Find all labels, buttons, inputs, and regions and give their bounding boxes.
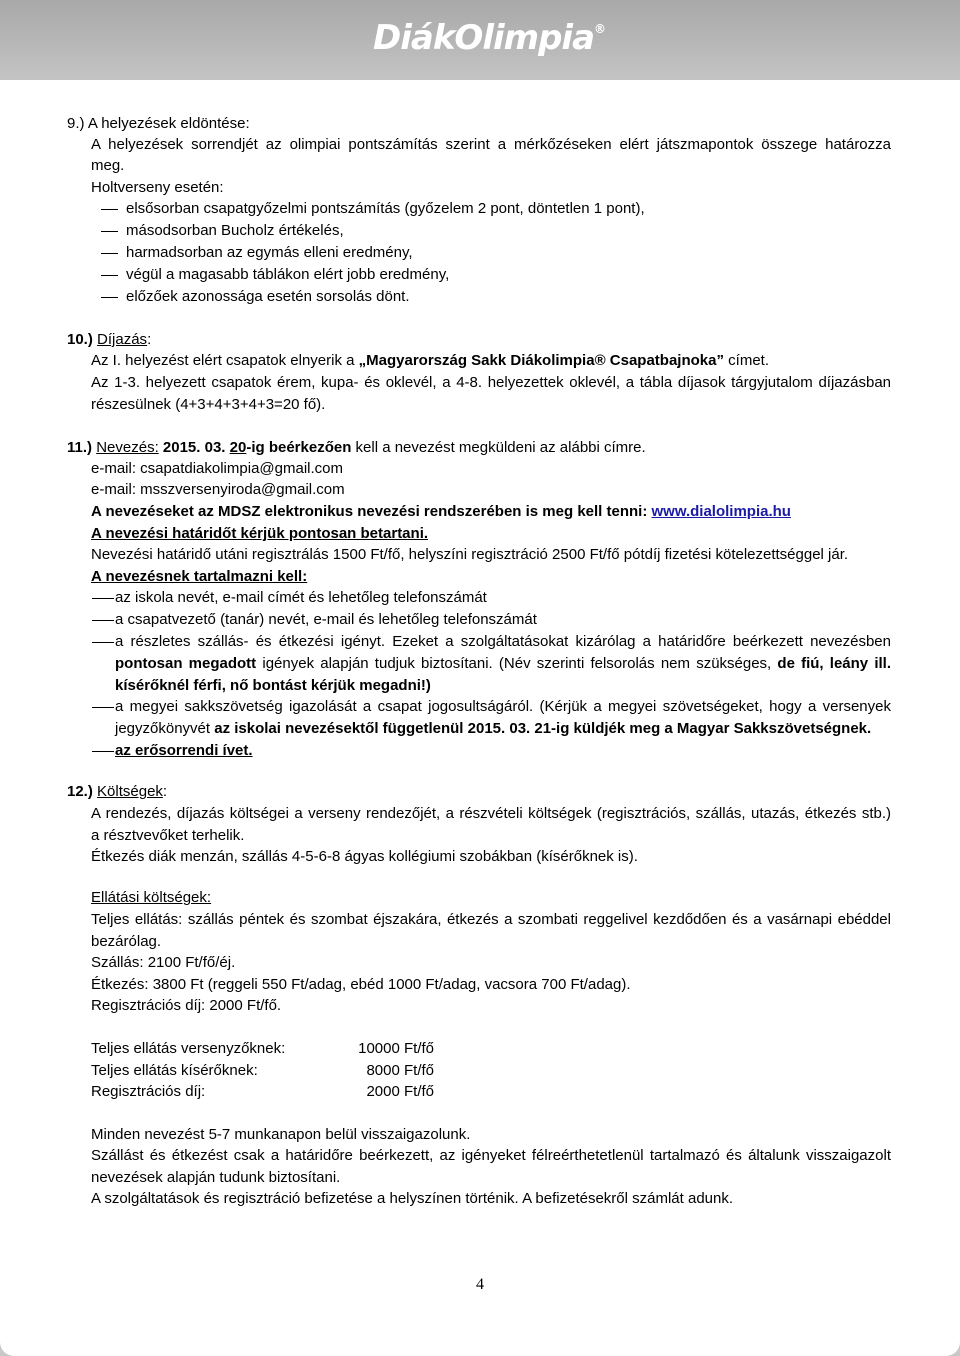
full-board-line-1: Teljes ellátás: szállás péntek és szombat éjszakára, étkezés a szombati reggelivel kezdődően és a vasárnapi ebéddel (91, 911, 891, 928)
payment-note: A szolgáltatások és regisztráció befizetése a helyszínen történik. A befizetésekről számlát adunk. (91, 1190, 734, 1207)
award-line-3: részesülnek (4+3+4+3+4+3=20 fő). (91, 396, 326, 413)
dash-bullet-icon (101, 231, 118, 232)
mdsz-registration: A nevezéseket az MDSZ elektronikus nevezési rendszerében is meg kell tenni: www.dialolimpia.hu (91, 503, 791, 520)
email-1: e-mail: csapatdiakolimpia@gmail.com (91, 460, 343, 477)
requirement-4-line-2: jegyzőkönyvét az iskolai nevezésektől függetlenül 2015. 03. 21-ig küldjék meg a Magyar Sakkszövetségnek. (115, 720, 872, 737)
diakolimpia-logo: DiákOlimpia® (373, 18, 606, 58)
tie-rule-5: előzőek azonossága esetén sorsolás dönt. (126, 288, 410, 305)
table-row-value: 10000 Ft/fő (358, 1040, 434, 1057)
dash-bullet-icon (92, 642, 114, 643)
dialolimpia-link[interactable]: www.dialolimpia.hu (651, 503, 791, 520)
award-line-2: Az 1-3. helyezett csapatok érem, kupa- és oklevél, a 4-8. helyezettek oklevél, a tábla díjasok tárgyjutalom díjazásban (91, 374, 891, 391)
requirement-4-line-1: a megyei sakkszövetség igazolását a csapat jogosultságáról. (Kérjük a megyei szövetségeket, hogy a versenyek (115, 698, 891, 715)
table-row-value: 8000 Ft/fő (366, 1062, 434, 1079)
dash-bullet-icon (101, 275, 118, 276)
costs-line-3: Étkezés diák menzán, szállás 4-5-6-8 ágyas kollégiumi szobákban (kísérőknek is). (91, 848, 638, 865)
dash-bullet-icon (92, 598, 114, 599)
table-row-label: Teljes ellátás kísérőknek: (91, 1062, 258, 1079)
registration-fee: Regisztrációs díj: 2000 Ft/fő. (91, 997, 282, 1014)
requirement-1: az iskola nevét, e-mail címét és lehetőleg telefonszámát (115, 589, 487, 606)
requirement-5: az erősorrendi ívet. (115, 742, 253, 759)
dash-bullet-icon (92, 751, 114, 752)
requirement-3-line-3: kísérőknél férfi, nő bontást kérjük megadni!) (115, 677, 431, 694)
table-row-label: Teljes ellátás versenyzőknek: (91, 1040, 286, 1057)
booking-note-line-1: Szállást és étkezést csak a határidőre beérkezett, az igényeket félreérthetetlenül tartalmazó és általunk visszaigazolt (91, 1147, 891, 1164)
section-10-title: 10.) Díjazás: (67, 331, 152, 348)
dash-bullet-icon (92, 707, 114, 708)
full-board-line-2: bezárólag. (91, 933, 162, 950)
costs-line-1: A rendezés, díjazás költségei a verseny rendezőjét, a részvételi költségek (regisztrációs, szállás, utazás, étkezés stb.) (91, 805, 891, 822)
tie-rule-3: harmadsorban az egymás elleni eredmény, (126, 244, 413, 261)
table-row-label: Regisztrációs díj: (91, 1083, 206, 1100)
entry-requirements-heading: A nevezésnek tartalmazni kell: (91, 568, 308, 585)
accommodation-cost: Szállás: 2100 Ft/fő/éj. (91, 954, 236, 971)
meal-cost: Étkezés: 3800 Ft (reggeli 550 Ft/adag, ebéd 1000 Ft/adag, vacsora 700 Ft/adag). (91, 976, 631, 993)
requirement-3-line-2: pontosan megadott igények alapján tudjuk biztosítani. (Név szerinti felsorolás nem szükséges, de fiú, leány ill. (115, 655, 891, 672)
booking-note-line-2: nevezések alapján tudunk biztosítani. (91, 1169, 341, 1186)
costs-line-2: a résztvevőket terhelik. (91, 827, 245, 844)
tie-heading: Holtverseny esetén: (91, 179, 224, 196)
section-9-title: 9.) A helyezések eldöntése: (67, 115, 250, 132)
dash-bullet-icon (101, 253, 118, 254)
dash-bullet-icon (101, 297, 118, 298)
section-12-title: 12.) Költségek: (67, 783, 168, 800)
late-fee-notice: Nevezési határidő utáni regisztrálás 1500 Ft/fő, helyszíni regisztráció 2500 Ft/fő pótdíj fizetési kötelezettséggel jár. (91, 546, 849, 563)
tie-rule-4: végül a magasabb táblákon elért jobb eredmény, (126, 266, 450, 283)
header-band (0, 0, 960, 80)
document-page (0, 80, 960, 1356)
email-2: e-mail: msszversenyiroda@gmail.com (91, 481, 345, 498)
tie-rule-1: elsősorban csapatgyőzelmi pontszámítás (győzelem 2 pont, döntetlen 1 pont), (126, 200, 645, 217)
confirmation-note: Minden nevezést 5-7 munkanapon belül visszaigazolunk. (91, 1126, 471, 1143)
deadline-notice: A nevezési határidőt kérjük pontosan betartani. (91, 525, 429, 542)
dash-bullet-icon (101, 209, 118, 210)
table-row-value: 2000 Ft/fő (366, 1083, 434, 1100)
section-9-paragraph-line-1: A helyezések sorrendjét az olimpiai pontszámítás szerint a mérkőzéseken elért játszmapontok összege határozza (91, 136, 891, 153)
page-number: 4 (476, 1276, 484, 1293)
requirement-3-line-1: a részletes szállás- és étkezési igényt. Ezeket a szolgáltatásokat kizárólag a határidőre beérkezett nevezésben (115, 633, 891, 650)
section-9-paragraph-line-2: meg. (91, 157, 125, 174)
dash-bullet-icon (92, 620, 114, 621)
requirement-2: a csapatvezető (tanár) nevét, e-mail és lehetőleg telefonszámát (115, 611, 537, 628)
section-11-title: 11.) Nevezés: 2015. 03. 20-ig beérkezően kell a nevezést megküldeni az alábbi címre. (67, 439, 646, 456)
tie-rule-2: másodsorban Bucholz értékelés, (126, 222, 344, 239)
supply-costs-heading: Ellátási költségek: (91, 889, 212, 906)
award-line-1: Az I. helyezést elért csapatok elnyerik a „Magyarország Sakk Diákolimpia® Csapatbajnoka” címet. (91, 352, 770, 369)
